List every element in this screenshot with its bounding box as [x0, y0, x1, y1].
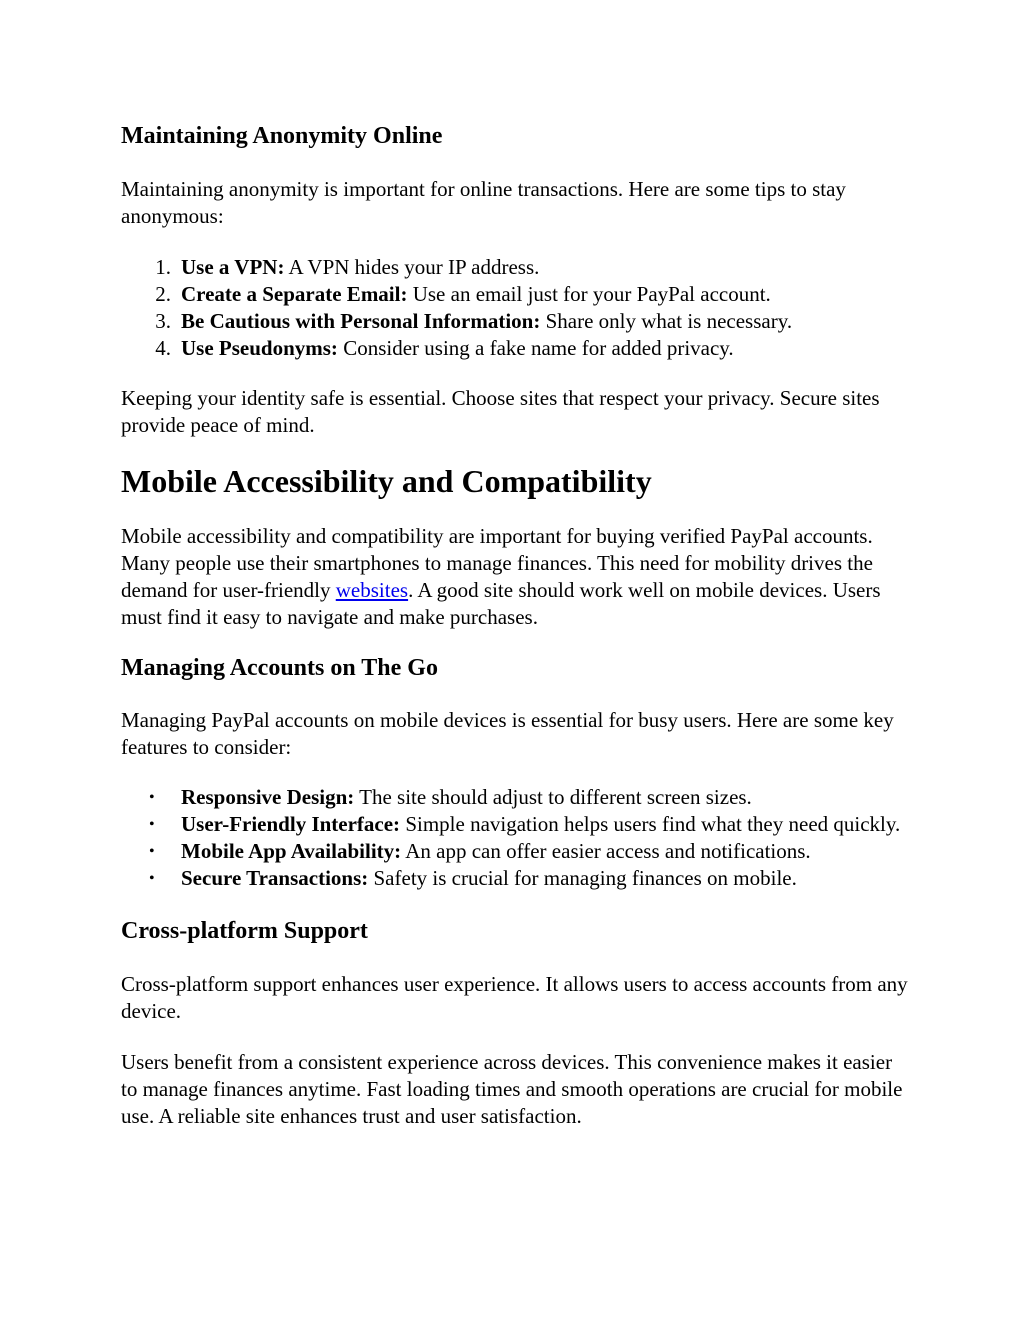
heading-maintaining-anonymity: Maintaining Anonymity Online [121, 123, 443, 149]
anonymity-closing: Keeping your identity safe is essential. Choose sites that respect your privacy. Secure sites provide peace of mind. [121, 386, 880, 437]
list-item [121, 865, 911, 892]
document-page [121, 118, 911, 1130]
anonymity-tips-list [121, 254, 911, 362]
list-item-text: Consider using a fake name for added privacy. [337, 336, 734, 360]
list-item-term: Secure Transactions: [181, 866, 369, 890]
paragraph-text: . A good site should work well on mobile devices. Users must find it easy to navigate and make purchases. [121, 578, 881, 629]
list-item-text: Share only what is necessary. [540, 309, 793, 333]
list-item-term: Mobile App Availability: [181, 839, 402, 863]
list-item-text: Simple navigation helps users find what they need quickly. [400, 812, 901, 836]
heading-mobile-accessibility: Mobile Accessibility and Compatibility [121, 463, 652, 499]
list-item [121, 811, 911, 838]
bullet-icon: • [149, 843, 155, 860]
list-item-term: Use a VPN: [181, 255, 285, 279]
list-item [121, 281, 911, 308]
paragraph-text: Mobile accessibility and compatibility are important for buying verified PayPal accounts. Many people use their smartphones to manage finances. This need for mobility drives the demand for user-friendly [121, 524, 873, 602]
list-item-text: The site should adjust to different screen sizes. [354, 785, 752, 809]
heading-managing-accounts: Managing Accounts on The Go [121, 655, 438, 681]
bullet-icon: • [149, 870, 155, 887]
list-item-term: Responsive Design: [181, 785, 355, 809]
list-item [121, 308, 911, 335]
list-item [121, 784, 911, 811]
list-item-term: User-Friendly Interface: [181, 812, 401, 836]
features-list [121, 784, 911, 892]
list-item-text: Use an email just for your PayPal account. [407, 282, 771, 306]
cross-platform-paragraph-1: Cross-platform support enhances user experience. It allows users to access accounts from any device. [121, 972, 908, 1023]
bullet-icon: • [149, 816, 155, 833]
mobile-accessibility-paragraph [121, 523, 911, 631]
bullet-icon: • [149, 789, 155, 806]
list-item-text: A VPN hides your IP address. [284, 255, 540, 279]
list-item-text: Safety is crucial for managing finances on mobile. [368, 866, 797, 890]
list-item [121, 838, 911, 865]
list-item-term: Be Cautious with Personal Information: [181, 309, 541, 333]
heading-cross-platform: Cross-platform Support [121, 918, 368, 944]
websites-link[interactable]: websites [335, 578, 409, 602]
list-item-text: An app can offer easier access and notifications. [401, 839, 811, 863]
list-number: 4. [155, 336, 171, 360]
anonymity-intro: Maintaining anonymity is important for online transactions. Here are some tips to stay anonymous: [121, 177, 846, 228]
managing-accounts-intro: Managing PayPal accounts on mobile devices is essential for busy users. Here are some key features to consider: [121, 708, 894, 759]
cross-platform-paragraph-2: Users benefit from a consistent experience across devices. This convenience makes it easier to manage finances anytime. Fast loading times and smooth operations are crucial for mobile use. A reliable site enhances trust and user satisfaction. [121, 1050, 903, 1128]
list-item [121, 254, 911, 281]
list-number: 3. [155, 309, 171, 333]
list-item [121, 335, 911, 362]
list-number: 2. [155, 282, 171, 306]
list-number: 1. [155, 255, 171, 279]
list-item-term: Use Pseudonyms: [181, 336, 338, 360]
list-item-term: Create a Separate Email: [181, 282, 408, 306]
